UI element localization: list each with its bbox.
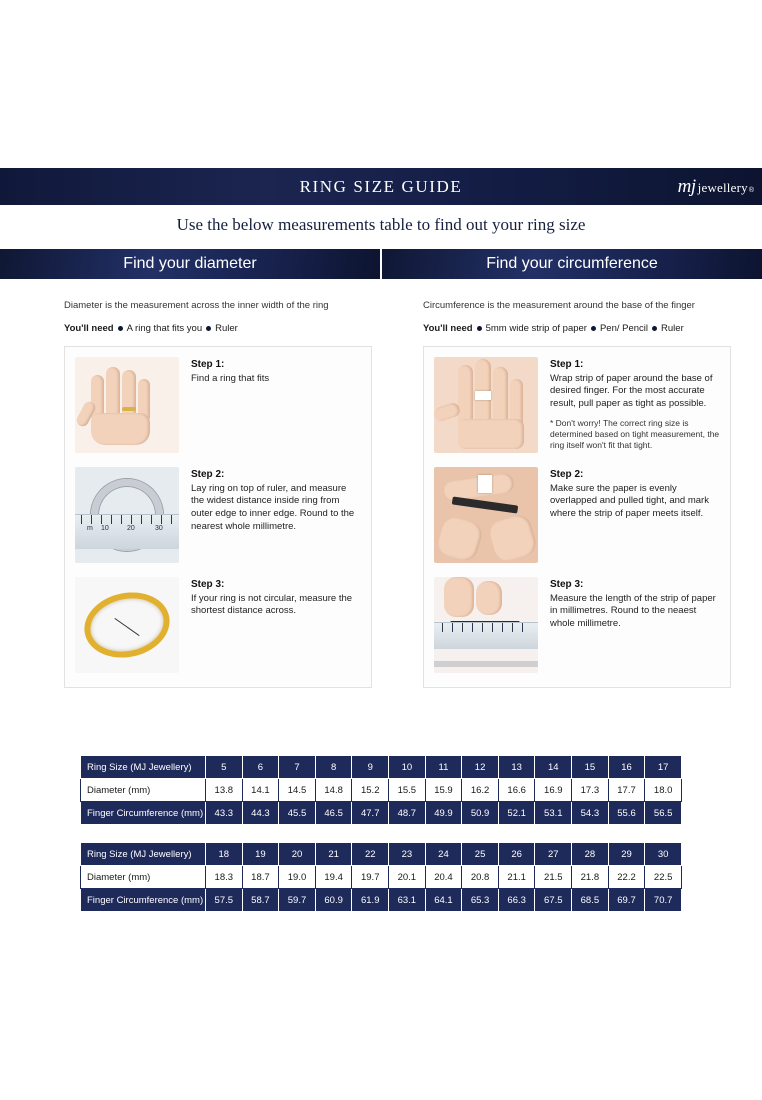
table-cell: 12 — [462, 756, 499, 779]
table-cell: 67.5 — [535, 889, 572, 912]
table-cell: 27 — [535, 843, 572, 866]
circumference-description: Circumference is the measurement around the base of the finger — [423, 300, 695, 311]
ruler-illustration — [75, 467, 179, 563]
table-cell: 23 — [389, 843, 426, 866]
table-cell: 14.8 — [315, 779, 352, 802]
table-cell: 14.5 — [279, 779, 316, 802]
table-cell: 20.8 — [462, 866, 499, 889]
size-table-2 — [80, 842, 682, 912]
table-cell: 17.7 — [608, 779, 645, 802]
step-body: Lay ring on top of ruler, and measure the widest distance inside ring from outer edge to inner edge. Round to the nearest whole millimetre. — [191, 482, 355, 532]
gold-ring-illustration — [75, 577, 179, 673]
step-body: Make sure the paper is evenly overlapped and pulled tight, and mark where the strip of paper meets itself. — [550, 482, 709, 520]
table-cell: 56.5 — [645, 802, 682, 825]
circumference-requirements — [423, 323, 731, 334]
brand-logo — [678, 176, 754, 198]
step-text — [550, 577, 720, 673]
size-table-1 — [80, 755, 682, 825]
table-cell: 7 — [279, 756, 316, 779]
table-cell: 17.3 — [572, 779, 609, 802]
step-title: Step 3: — [550, 578, 584, 590]
table-cell: 16.6 — [498, 779, 535, 802]
ruler-measure-illustration — [434, 577, 538, 673]
table-cell: 20.4 — [425, 866, 462, 889]
table-cell: 20 — [279, 843, 316, 866]
need-item-label: 5mm wide strip of paper — [485, 322, 587, 334]
mark-paper-illustration — [434, 467, 538, 563]
table-cell: 13.8 — [206, 779, 243, 802]
step-title: Step 1: — [550, 358, 584, 370]
bullet-icon — [652, 326, 657, 331]
step-body: If your ring is not circular, measure the shortest distance across. — [191, 592, 353, 617]
diameter-steps-panel — [64, 346, 372, 688]
table-cell: 16.9 — [535, 779, 572, 802]
page-title: RING SIZE GUIDE — [299, 176, 463, 196]
table-cell: 15 — [572, 756, 609, 779]
table-cell: 64.1 — [425, 889, 462, 912]
table-cell: 47.7 — [352, 802, 389, 825]
measure-paper-with-ruler-photo — [434, 577, 538, 673]
table-cell: 16 — [608, 756, 645, 779]
step-row — [75, 357, 361, 453]
table-cell: 24 — [425, 843, 462, 866]
need-label: You'll need — [423, 322, 473, 334]
table-cell: 6 — [242, 756, 279, 779]
brand-word: jewellery — [697, 179, 748, 195]
section-header-strip — [0, 249, 762, 279]
ruler-icon — [434, 622, 538, 649]
table-cell: 18.7 — [242, 866, 279, 889]
table-cell: 52.1 — [498, 802, 535, 825]
table-cell: 17 — [645, 756, 682, 779]
table-cell: 14 — [535, 756, 572, 779]
step-text — [191, 357, 269, 453]
need-item-label: Ruler — [661, 322, 684, 334]
table-cell: 45.5 — [279, 802, 316, 825]
table-cell: 18.0 — [645, 779, 682, 802]
table-cell: 15.5 — [389, 779, 426, 802]
brand-mark: mj — [677, 175, 696, 197]
table-cell: 53.1 — [535, 802, 572, 825]
size-table-1-wrapper — [80, 755, 682, 825]
table-cell: 11 — [425, 756, 462, 779]
bullet-icon — [206, 326, 211, 331]
table-cell: 59.7 — [279, 889, 316, 912]
step-text — [191, 577, 361, 673]
row-label: Ring Size (MJ Jewellery) — [81, 843, 206, 866]
section-title-circumference: Find your circumference — [380, 249, 762, 279]
table-cell: 10 — [389, 756, 426, 779]
table-cell: 46.5 — [315, 802, 352, 825]
step-text — [550, 357, 720, 453]
table-row-circumference — [81, 889, 682, 912]
table-cell: 22.2 — [608, 866, 645, 889]
table-row-circumference — [81, 802, 682, 825]
diameter-column — [64, 300, 372, 688]
bullet-icon — [477, 326, 482, 331]
table-cell: 44.3 — [242, 802, 279, 825]
need-item — [591, 323, 648, 334]
table-cell: 58.7 — [242, 889, 279, 912]
step-title: Step 2: — [550, 468, 584, 480]
step-row — [75, 467, 361, 563]
table-cell: 55.6 — [608, 802, 645, 825]
table-cell: 19 — [242, 843, 279, 866]
row-label: Finger Circumference (mm) — [81, 802, 206, 825]
step-row — [434, 357, 720, 453]
bullet-icon — [118, 326, 123, 331]
table-cell: 43.3 — [206, 802, 243, 825]
step-title: Step 2: — [191, 468, 225, 480]
table-cell: 18 — [206, 843, 243, 866]
table-cell: 19.7 — [352, 866, 389, 889]
table-cell: 9 — [352, 756, 389, 779]
table-cell: 30 — [645, 843, 682, 866]
table-cell: 48.7 — [389, 802, 426, 825]
wrap-paper-illustration — [434, 357, 538, 453]
table-cell: 22.5 — [645, 866, 682, 889]
table-cell: 25 — [462, 843, 499, 866]
table-cell: 22 — [352, 843, 389, 866]
step-title: Step 3: — [191, 578, 225, 590]
step-title: Step 1: — [191, 358, 225, 370]
table-cell: 50.9 — [462, 802, 499, 825]
step-note: * Don't worry! The correct ring size is determined based on tight measurement, the ring itself won't fit that tight. — [550, 417, 720, 450]
gold-ring-icon — [78, 585, 175, 665]
ring-on-ruler-photo — [75, 467, 179, 563]
table-cell: 68.5 — [572, 889, 609, 912]
table-cell: 16.2 — [462, 779, 499, 802]
circumference-steps-panel — [423, 346, 731, 688]
need-item-label: Pen/ Pencil — [599, 322, 649, 334]
table-cell: 60.9 — [315, 889, 352, 912]
table-cell: 63.1 — [389, 889, 426, 912]
step-row — [434, 467, 720, 563]
table-cell: 20.1 — [389, 866, 426, 889]
bullet-icon — [591, 326, 596, 331]
table-cell: 69.7 — [608, 889, 645, 912]
row-label: Finger Circumference (mm) — [81, 889, 206, 912]
step-body: Find a ring that fits — [191, 372, 270, 384]
table-cell: 28 — [572, 843, 609, 866]
mark-paper-photo — [434, 467, 538, 563]
table-cell: 29 — [608, 843, 645, 866]
row-label: Ring Size (MJ Jewellery) — [81, 756, 206, 779]
table-cell: 65.3 — [462, 889, 499, 912]
section-title-diameter: Find your diameter — [0, 249, 380, 279]
need-item-label: A ring that fits you — [126, 322, 203, 334]
table-cell: 14.1 — [242, 779, 279, 802]
table-cell: 19.4 — [315, 866, 352, 889]
table-cell: 18.3 — [206, 866, 243, 889]
wrap-paper-around-finger-photo — [434, 357, 538, 453]
step-row — [434, 577, 720, 673]
need-item — [118, 323, 203, 334]
step-body: Wrap strip of paper around the base of desired finger. For the most accurate result, pull paper as tight as possible. — [550, 372, 713, 410]
table-cell: 15.9 — [425, 779, 462, 802]
table-cell: 19.0 — [279, 866, 316, 889]
step-row — [75, 577, 361, 673]
registered-trademark-icon: ® — [748, 186, 754, 194]
table-cell: 21.5 — [535, 866, 572, 889]
table-cell: 61.9 — [352, 889, 389, 912]
need-item — [206, 323, 238, 334]
diameter-requirements — [64, 323, 372, 334]
need-item — [477, 323, 587, 334]
need-item — [652, 323, 684, 334]
step-body: Measure the length of the strip of paper in millimetres. Round to the neaest whole millimetre. — [550, 592, 716, 630]
gold-ring-photo — [75, 577, 179, 673]
table-row-diameter — [81, 779, 682, 802]
row-label: Diameter (mm) — [81, 779, 206, 802]
table-cell: 21 — [315, 843, 352, 866]
ruler-icon: m 10 20 30 — [75, 514, 179, 549]
table-cell: 57.5 — [206, 889, 243, 912]
table-row-ring-size — [81, 843, 682, 866]
page-subtitle: Use the below measurements table to find out your ring size — [176, 215, 586, 234]
table-row-diameter — [81, 866, 682, 889]
step-text — [191, 467, 361, 563]
size-table-2-wrapper — [80, 842, 682, 912]
row-label: Diameter (mm) — [81, 866, 206, 889]
table-cell: 13 — [498, 756, 535, 779]
table-cell: 70.7 — [645, 889, 682, 912]
table-cell: 49.9 — [425, 802, 462, 825]
hand-with-ring-photo — [75, 357, 179, 453]
hand-illustration — [75, 357, 179, 453]
step-text — [550, 467, 720, 563]
diameter-description: Diameter is the measurement across the inner width of the ring — [64, 300, 329, 311]
table-cell: 54.3 — [572, 802, 609, 825]
table-cell: 5 — [206, 756, 243, 779]
table-cell: 21.1 — [498, 866, 535, 889]
table-cell: 8 — [315, 756, 352, 779]
table-cell: 21.8 — [572, 866, 609, 889]
need-item-label: Ruler — [215, 322, 238, 334]
table-row-ring-size — [81, 756, 682, 779]
table-cell: 26 — [498, 843, 535, 866]
header-bar — [0, 168, 762, 205]
table-cell: 66.3 — [498, 889, 535, 912]
need-label: You'll need — [64, 322, 114, 334]
circumference-column — [423, 300, 731, 688]
table-cell: 15.2 — [352, 779, 389, 802]
